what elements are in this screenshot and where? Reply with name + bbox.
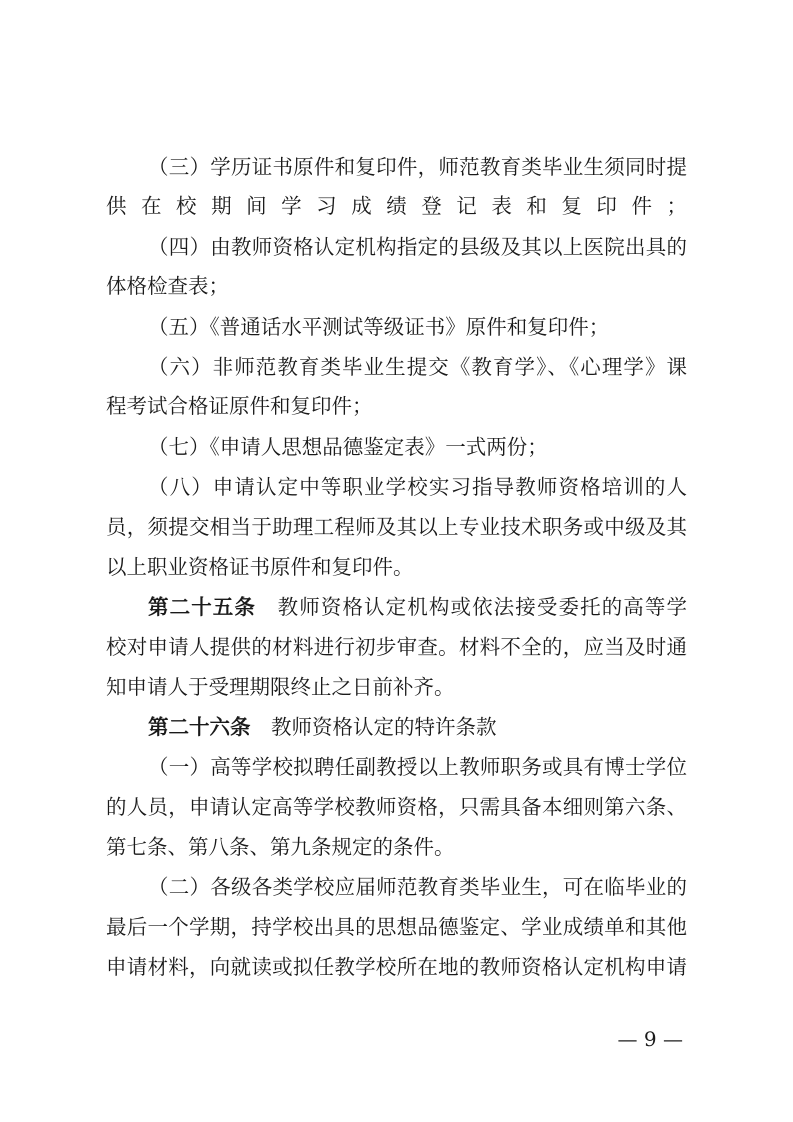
text-line: 校对申请人提供的材料进行初步审查。材料不全的，应当及时通: [106, 635, 687, 659]
text-line: （二）各级各类学校应届师范教育类毕业生，可在临毕业的: [148, 875, 687, 899]
text-line: （七）《申请人思想品德鉴定表》一式两份；: [148, 435, 548, 459]
text-line: 的人员，申请认定高等学校教师资格，只需具备本细则第六条、: [106, 795, 687, 819]
text-line: （四）由教师资格认定机构指定的县级及其以上医院出具的: [148, 235, 687, 259]
text-line: 知申请人于受理期限终止之日前补齐。: [106, 675, 455, 699]
text-line: 体格检查表；: [106, 274, 229, 298]
article-heading-line: 第二十六条 教师资格认定的特许条款: [148, 715, 497, 739]
text-line: 程考试合格证原件和复印件；: [106, 394, 373, 418]
text-line: 以上职业资格证书原件和复印件。: [106, 555, 414, 579]
text-line: （六）非师范教育类毕业生提交《教育学》、《心理学》课: [148, 355, 687, 379]
article-number: 第二十五条: [148, 595, 257, 619]
article-number: 第二十六条: [148, 715, 251, 739]
text-line: 供在校期间学习成绩登记表和复印件；: [106, 194, 687, 218]
page-number: — 9 —: [617, 1027, 683, 1051]
text-line: （三）学历证书原件和复印件，师范教育类毕业生须同时提: [148, 155, 687, 179]
article-heading-line: 第二十五条 教师资格认定机构或依法接受委托的高等学: [148, 595, 688, 619]
text-line: 最后一个学期，持学校出具的思想品德鉴定、学业成绩单和其他: [106, 915, 687, 939]
text-line: （八）申请认定中等职业学校实习指导教师资格培训的人: [148, 475, 687, 499]
text-line: （一）高等学校拟聘任副教授以上教师职务或具有博士学位: [148, 755, 687, 779]
text-line: （五）《普通话水平测试等级证书》原件和复印件；: [148, 315, 610, 339]
text-line: 员，须提交相当于助理工程师及其以上专业技术职务或中级及其: [106, 515, 687, 539]
text-line: 申请材料，向就读或拟任教学校所在地的教师资格认定机构申请: [106, 955, 687, 979]
text-line: 第七条、第八条、第九条规定的条件。: [106, 835, 455, 859]
